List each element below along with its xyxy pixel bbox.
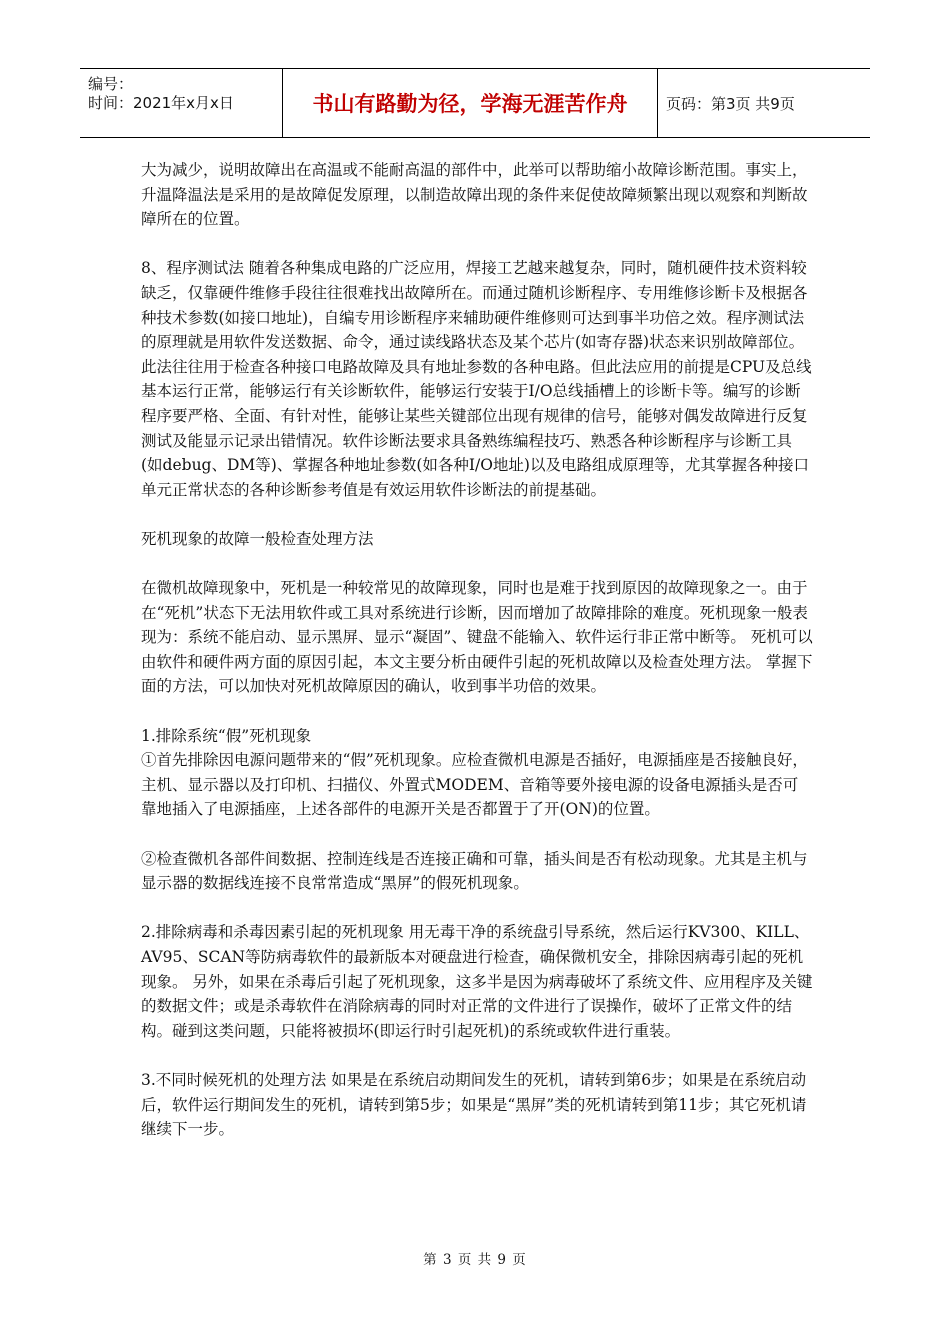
paragraph-step-2: 2.排除病毒和杀毒因素引起的死机现象 用无毒干净的系统盘引导系统，然后运行KV300、KILL、AV95、SCAN等防病毒软件的最新版本对硬盘进行检查，确保微机安全，排除因病毒引起的死机现象。 另外，如果在杀毒后引起了死机现象，这多半是因为病毒破坏了系统文件、应用程序及关键的数据文件；或是杀毒软件在消除病毒的同时对正常的文件进行了误操作，破坏了正常文件的结构。碰到这类问题，只能将被损坏(即运行时引起死机)的系统或软件进行重装。 <box>141 923 813 1040</box>
header-meta-cell <box>80 69 283 137</box>
time-label: 时间：2021年x月x日 <box>88 94 234 112</box>
header-motto: 书山有路勤为径，学海无涯苦作舟 <box>283 69 658 137</box>
paragraph-crash-intro: 在微机故障现象中，死机是一种较常见的故障现象，同时也是难于找到原因的故障现象之一。由于在“死机”状态下无法用软件或工具对系统进行诊断，因而增加了故障排除的难度。死机现象一般表现为：系统不能启动、显示黑屏、显示“凝固”、键盘不能输入、软件运行非正常中断等。 死机可以由软件和硬件两方面的原因引起，本文主要分析由硬件引起的死机故障以及检查处理方法。 掌握下面的方法，可以加快对死机故障原因的确认，收到事半功倍的效果。 <box>141 579 813 696</box>
document-body <box>141 158 813 1142</box>
page-header <box>80 68 870 138</box>
paragraph-heat-test: 大为减少，说明故障出在高温或不能耐高温的部件中，此举可以帮助缩小故障诊断范围。事实上，升温降温法是采用的是故障促发原理，以制造故障出现的条件来促使故障频繁出现以观察和判断故障所在的位置。 <box>141 161 808 229</box>
header-page-info: 页码：第3页 共9页 <box>666 94 795 113</box>
paragraph-program-test: 8、程序测试法 随着各种集成电路的广泛应用，焊接工艺越来越复杂，同时，随机硬件技术资料较缺乏，仅靠硬件维修手段往往很难找出故障所在。而通过随机诊断程序、专用维修诊断卡及根据各种技术参数(如接口地址)，自编专用诊断程序来辅助硬件维修则可达到事半功倍之效。程序测试法的原理就是用软件发送数据、命令，通过读线路状态及某个芯片(如寄存器)状态来识别故障部位。此法往往用于检查各种接口电路故障及具有地址参数的各种电路。但此法应用的前提是CPU及总线基本运行正常，能够运行有关诊断软件，能够运行安装于I/O总线插槽上的诊断卡等。编写的诊断程序要严格、全面、有针对性，能够让某些关键部位出现有规律的信号，能够对偶发故障进行反复测试及能显示记录出错情况。软件诊断法要求具备熟练编程技巧、熟悉各种诊断程序与诊断工具(如debug、DM等)、掌握各种地址参数(如各种I/O地址)以及电路组成原理等，尤其掌握各种接口单元正常状态的各种诊断参考值是有效运用软件诊断法的前提基础。 <box>141 259 812 499</box>
paragraph-step-1: 1.排除系统“假”死机现象 ①首先排除因电源问题带来的“假”死机现象。应检查微机电源是否插好，电源插座是否接触良好，主机、显示器以及打印机、扫描仪、外置式MODEM、音箱等要外接电源的设备电源插头是否可靠地插入了电源插座，上述各部件的电源开关是否都置于了开(ON)的位置。 <box>141 726 808 819</box>
page-footer: 第 3 页 共 9 页 <box>423 1252 527 1268</box>
serial-label: 编号： <box>88 75 134 93</box>
paragraph-step-1b: ②检查微机各部件间数据、控制连线是否连接正确和可靠，插头间是否有松动现象。尤其是主机与显示器的数据线连接不良常常造成“黑屏”的假死机现象。 <box>141 849 808 893</box>
section-heading: 死机现象的故障一般检查处理方法 <box>141 529 374 548</box>
paragraph-step-3: 3.不同时候死机的处理方法 如果是在系统启动期间发生的死机，请转到第6步；如果是在系统启动后，软件运行期间发生的死机，请转到第5步；如果是“黑屏”类的死机请转到第11步；其它死机请继续下一步。 <box>141 1070 807 1139</box>
